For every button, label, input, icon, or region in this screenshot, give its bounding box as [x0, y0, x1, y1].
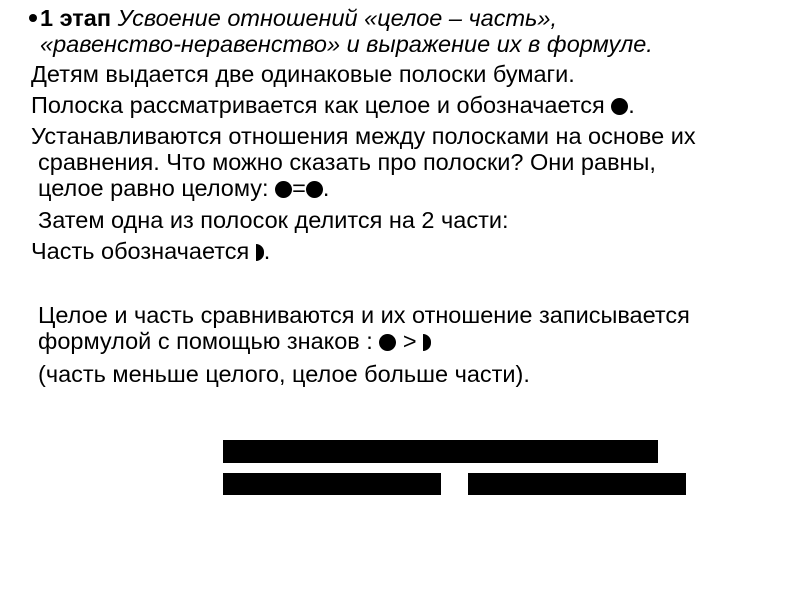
part-strip-left	[223, 473, 441, 495]
half-circle-icon	[256, 244, 264, 261]
paragraph-conclusion: (часть меньше целого, целое больше части).	[38, 361, 530, 387]
paragraph-formula-line2	[38, 328, 431, 354]
whole-symbol-text: Полоска рассматривается как целое и обозначается	[31, 92, 605, 118]
paragraph-whole-symbol	[31, 92, 635, 118]
equals-sign: =	[292, 175, 306, 201]
formula-text: формулой с помощью знаков :	[38, 328, 373, 354]
whole-strip	[223, 440, 658, 463]
filled-circle-icon	[379, 334, 396, 351]
filled-circle-icon	[275, 181, 292, 198]
equality-text: целое равно целому:	[38, 175, 269, 201]
part-symbol-text: Часть обозначается	[31, 238, 250, 264]
punctuation: .	[628, 92, 635, 118]
bullet-icon	[29, 14, 37, 22]
stage-heading-line1	[20, 5, 557, 31]
paragraph-formula-line1: Целое и часть сравниваются и их отношение записывается	[38, 302, 690, 328]
paragraph-comparison-line3	[38, 175, 329, 201]
paragraph-comparison-line2: сравнения. Что можно сказать про полоски? Они равны,	[38, 149, 656, 175]
stage-label: 1 этап	[40, 5, 112, 31]
paragraph-division: Затем одна из полосок делится на 2 части:	[38, 207, 509, 233]
greater-than-sign: >	[402, 328, 417, 354]
stage-title-part1: Усвоение отношений «целое – часть»,	[117, 5, 557, 31]
filled-circle-icon	[306, 181, 323, 198]
punctuation: .	[263, 238, 271, 264]
paragraph-comparison-line1: Устанавливаются отношения между полосками на основе их	[31, 123, 696, 149]
part-strip-right	[468, 473, 686, 495]
filled-circle-icon	[611, 98, 628, 115]
paragraph-strips-given: Детям выдается две одинаковые полоски бумаги.	[31, 61, 575, 87]
punctuation: .	[322, 175, 330, 201]
half-circle-icon	[423, 334, 431, 351]
stage-title-part2: «равенство-неравенство» и выражение их в формуле.	[40, 31, 653, 57]
paragraph-part-symbol	[31, 238, 270, 264]
